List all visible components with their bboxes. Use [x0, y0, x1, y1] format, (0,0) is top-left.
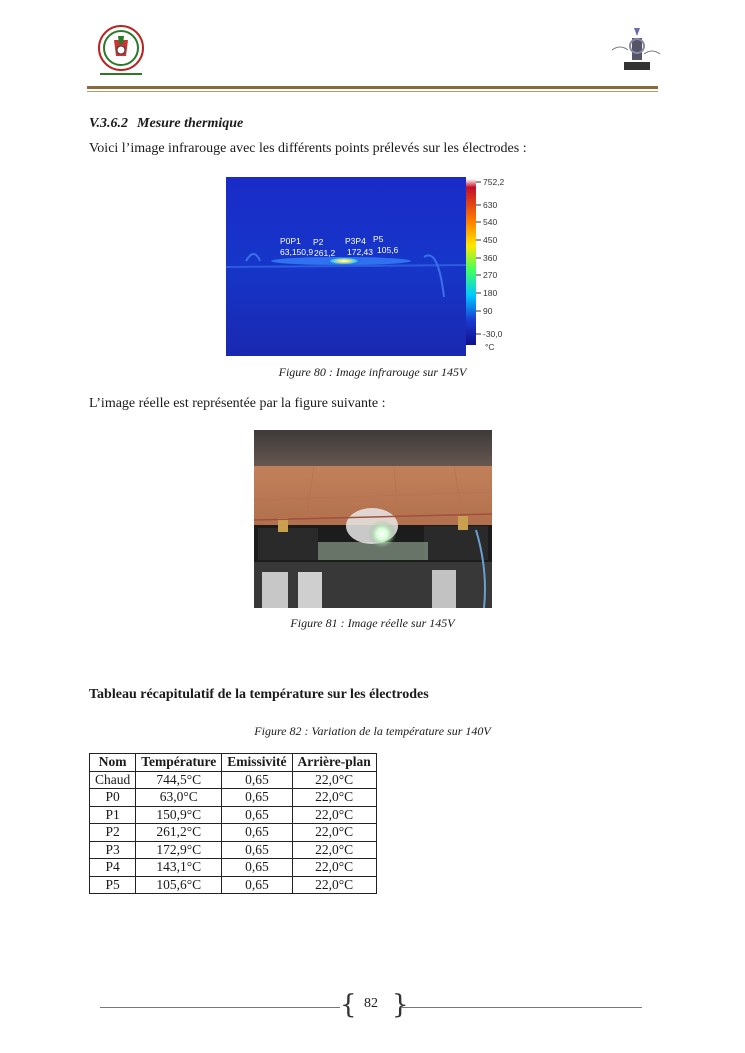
table-cell: 150,9°C	[136, 806, 222, 824]
scale-tick: 90	[483, 306, 493, 316]
temperature-table	[89, 753, 377, 894]
ir-point-label: P5	[373, 234, 384, 244]
scale-unit: °C	[485, 342, 495, 352]
table-cell: 0,65	[222, 789, 292, 807]
table-cell: P0	[90, 789, 136, 807]
table-cell: 22,0°C	[292, 824, 376, 842]
intro-paragraph: Voici l’image infrarouge avec les différents points prélevés sur les électrodes :	[89, 141, 527, 156]
table-cell: 22,0°C	[292, 876, 376, 894]
table-cell: Chaud	[90, 771, 136, 789]
table-cell: P5	[90, 876, 136, 894]
table-row	[90, 859, 377, 877]
university-logo	[92, 24, 150, 78]
ir-point-label: P2	[313, 237, 324, 247]
real-photo	[254, 430, 492, 608]
table-cell: 172,9°C	[136, 841, 222, 859]
table-row	[90, 824, 377, 842]
scale-tick: 540	[483, 217, 498, 227]
scale-tick: 630	[483, 200, 498, 210]
lab-logo	[610, 26, 662, 78]
column-header: Arrière-plan	[292, 754, 376, 772]
table-cell: 0,65	[222, 841, 292, 859]
table-cell: 0,65	[222, 771, 292, 789]
ir-point-label: P0P1	[280, 236, 301, 246]
scale-tick: -30,0	[483, 329, 503, 339]
ir-value-label: 261,2	[314, 248, 336, 258]
header-rule-thin	[87, 91, 658, 92]
ir-value-label: 63,150,9	[280, 247, 314, 257]
section-title: Mesure thermique	[137, 116, 244, 131]
column-header: Nom	[90, 754, 136, 772]
table-row	[90, 771, 377, 789]
scale-tick: 450	[483, 235, 498, 245]
footer-rule-left	[100, 1007, 340, 1008]
table-cell: 22,0°C	[292, 771, 376, 789]
table-title: Tableau récapitulatif de la température sur les électrodes	[89, 687, 429, 702]
table-cell: P2	[90, 824, 136, 842]
ir-value-label: 172,43	[347, 247, 373, 257]
scale-tick: 180	[483, 288, 498, 298]
table-cell: 105,6°C	[136, 876, 222, 894]
table-cell: 143,1°C	[136, 859, 222, 877]
table-cell: 0,65	[222, 859, 292, 877]
table-header-row	[90, 754, 377, 772]
right-brace-icon: }	[392, 990, 409, 1020]
table-cell: 744,5°C	[136, 771, 222, 789]
table-cell: 22,0°C	[292, 806, 376, 824]
scale-tick: 270	[483, 270, 498, 280]
table-row	[90, 789, 377, 807]
ir-value-label: 105,6	[377, 245, 399, 255]
ir-color-scale	[466, 179, 476, 345]
table-cell: 63,0°C	[136, 789, 222, 807]
table-row	[90, 841, 377, 859]
table-row	[90, 806, 377, 824]
table-cell: P4	[90, 859, 136, 877]
page-number: 82	[364, 996, 378, 1011]
table-cell: 0,65	[222, 876, 292, 894]
table-cell: 22,0°C	[292, 859, 376, 877]
table-cell: 0,65	[222, 806, 292, 824]
table-cell: 22,0°C	[292, 789, 376, 807]
table-cell: 261,2°C	[136, 824, 222, 842]
table-cell: P3	[90, 841, 136, 859]
infrared-image	[226, 177, 516, 356]
column-header: Emissivité	[222, 754, 292, 772]
ir-point-label: P3P4	[345, 236, 366, 246]
footer-rule-right	[402, 1007, 642, 1008]
header-rule	[87, 86, 658, 89]
left-brace-icon: {	[340, 990, 357, 1020]
column-header: Température	[136, 754, 222, 772]
scale-tick: 752,2	[483, 177, 505, 187]
section-heading	[89, 116, 243, 132]
section-number: V.3.6.2	[89, 116, 129, 131]
figure-80-caption: Figure 80 : Image infrarouge sur 145V	[278, 365, 467, 379]
table-cell: 22,0°C	[292, 841, 376, 859]
table-cell: P1	[90, 806, 136, 824]
real-image-paragraph: L’image réelle est représentée par la figure suivante :	[89, 396, 386, 411]
table-row	[90, 876, 377, 894]
figure-82-caption: Figure 82 : Variation de la température sur 140V	[254, 724, 491, 738]
scale-tick: 360	[483, 253, 498, 263]
table-cell: 0,65	[222, 824, 292, 842]
figure-81-caption: Figure 81 : Image réelle sur 145V	[290, 616, 455, 630]
